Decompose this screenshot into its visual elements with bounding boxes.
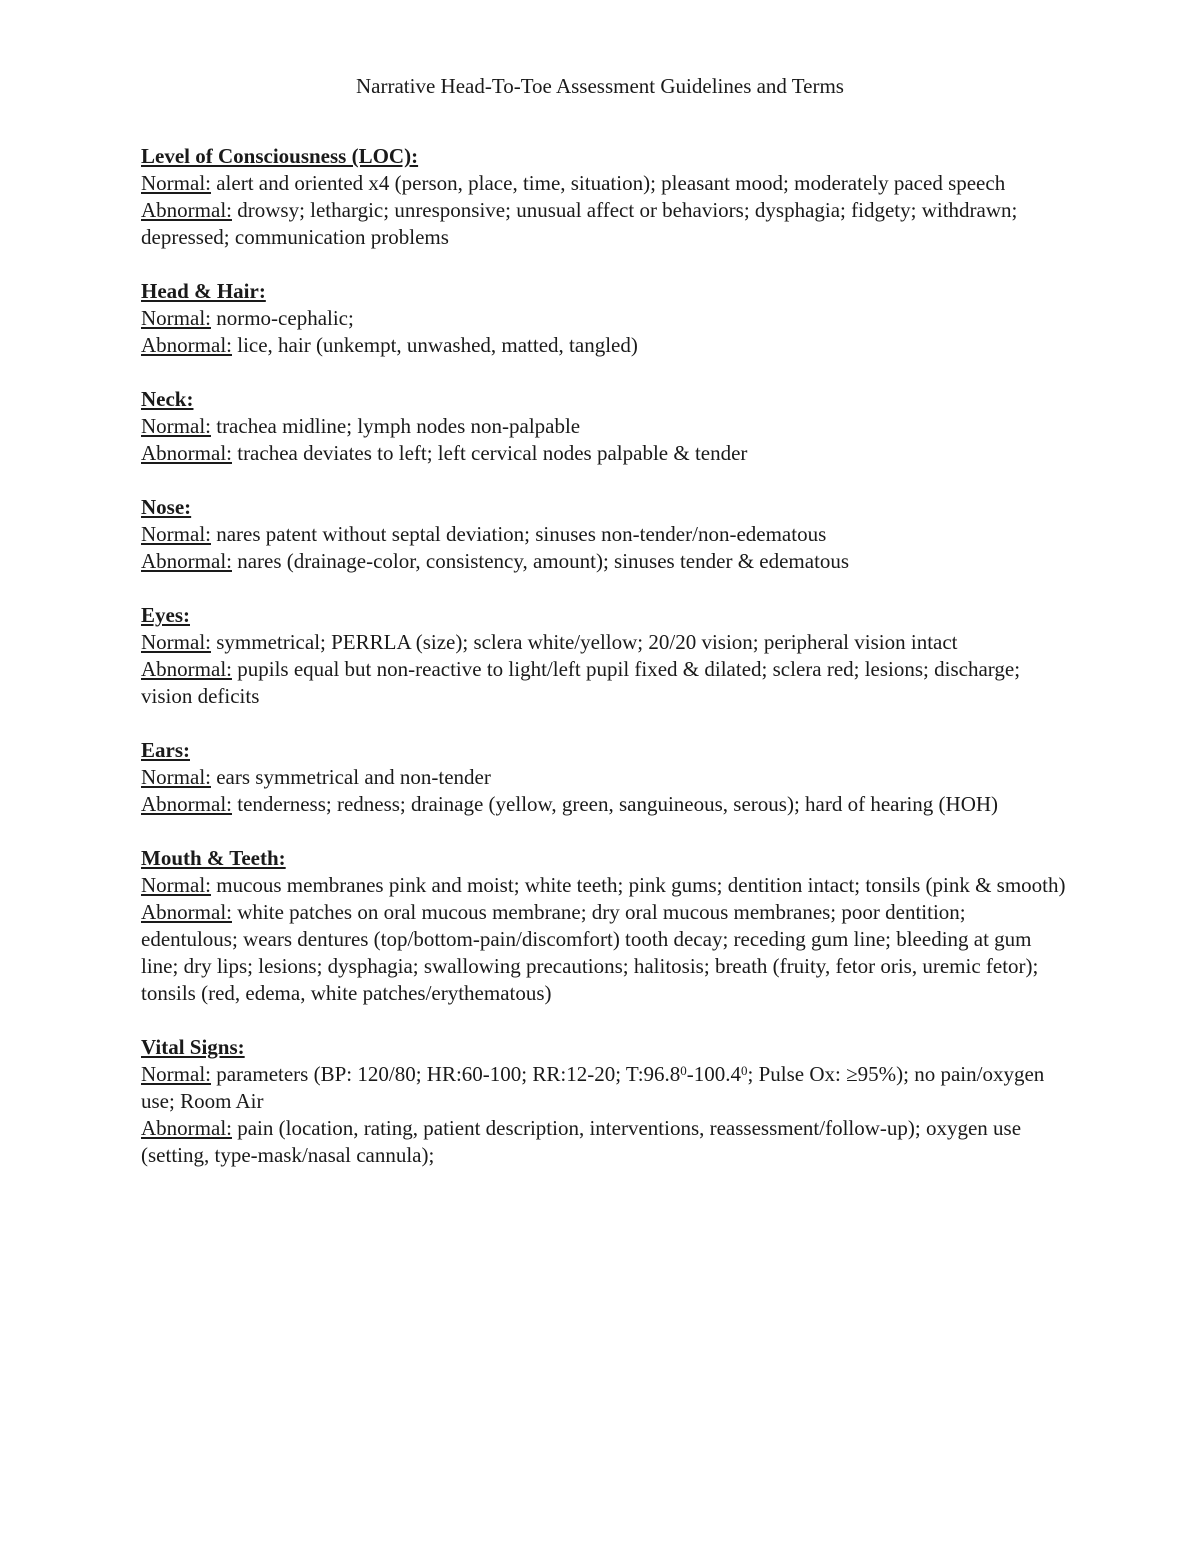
abnormal-text: pupils equal but non-reactive to light/left pupil fixed & dilated; sclera red; lesions; discharge; vision deficits — [141, 657, 1021, 708]
abnormal-findings — [141, 656, 1066, 710]
document-body — [141, 143, 1066, 1196]
abnormal-text: lice, hair (unkempt, unwashed, matted, tangled) — [237, 333, 638, 357]
normal-label: Normal: — [141, 171, 211, 195]
normal-label: Normal: — [141, 765, 211, 789]
normal-findings — [141, 305, 1066, 332]
section-ears — [141, 737, 1066, 818]
normal-findings — [141, 764, 1066, 791]
section-heading: Vital Signs: — [141, 1035, 245, 1059]
abnormal-text: pain (location, rating, patient description, interventions, reassessment/follow-up); oxygen use (setting, type-mask/nasal cannula); — [141, 1116, 1022, 1167]
abnormal-label: Abnormal: — [141, 333, 232, 357]
normal-text-part-a: parameters (BP: 120/80; HR:60-100; RR:12-20; T:96.8 — [216, 1062, 681, 1086]
abnormal-label: Abnormal: — [141, 792, 232, 816]
normal-label: Normal: — [141, 630, 211, 654]
abnormal-text: nares (drainage-color, consistency, amount); sinuses tender & edematous — [237, 549, 850, 573]
abnormal-text: drowsy; lethargic; unresponsive; unusual affect or behaviors; dysphagia; fidgety; withdrawn; depressed; communication problems — [141, 198, 1018, 249]
abnormal-findings — [141, 332, 1066, 359]
normal-findings — [141, 521, 1066, 548]
normal-label: Normal: — [141, 1062, 211, 1086]
normal-text: symmetrical; PERRLA (size); sclera white/yellow; 20/20 vision; peripheral vision intact — [216, 630, 958, 654]
abnormal-text: white patches on oral mucous membrane; dry oral mucous membranes; poor dentition; edentulous; wears dentures (top/bottom-pain/discomfort) tooth decay; receding gum line; bleeding at gum line; dry lips; lesions; dysphagia; swallowing precautions; halitosis; breath (fruity, fetor oris, uremic fetor); tonsils (red, edema, white patches/erythematous) — [141, 900, 1039, 1005]
section-vital-signs — [141, 1034, 1066, 1169]
abnormal-findings — [141, 1115, 1066, 1169]
normal-text: trachea midline; lymph nodes non-palpable — [216, 414, 581, 438]
abnormal-text: tenderness; redness; drainage (yellow, green, sanguineous, serous); hard of hearing (HOH) — [237, 792, 999, 816]
section-heading: Eyes: — [141, 603, 190, 627]
section-heading: Neck: — [141, 387, 194, 411]
section-loc — [141, 143, 1066, 251]
normal-label: Normal: — [141, 306, 211, 330]
section-neck — [141, 386, 1066, 467]
section-mouth-teeth — [141, 845, 1066, 1007]
normal-text: alert and oriented x4 (person, place, time, situation); pleasant mood; moderately paced speech — [216, 171, 1006, 195]
normal-label: Normal: — [141, 414, 211, 438]
normal-label: Normal: — [141, 873, 211, 897]
normal-text: mucous membranes pink and moist; white teeth; pink gums; dentition intact; tonsils (pink & smooth) — [216, 873, 1066, 897]
section-heading: Ears: — [141, 738, 190, 762]
abnormal-label: Abnormal: — [141, 549, 232, 573]
section-nose — [141, 494, 1066, 575]
normal-text: nares patent without septal deviation; sinuses non-tender/non-edematous — [216, 522, 827, 546]
abnormal-text: trachea deviates to left; left cervical nodes palpable & tender — [237, 441, 748, 465]
abnormal-label: Abnormal: — [141, 657, 232, 681]
section-heading: Mouth & Teeth: — [141, 846, 286, 870]
abnormal-findings — [141, 791, 1066, 818]
normal-findings — [141, 872, 1066, 899]
normal-label: Normal: — [141, 522, 211, 546]
section-heading: Level of Consciousness (LOC): — [141, 144, 419, 168]
normal-text-part-b: -100.4 — [686, 1062, 742, 1086]
normal-findings — [141, 629, 1066, 656]
abnormal-findings — [141, 548, 1066, 575]
normal-findings — [141, 1061, 1066, 1115]
degree-superscript: 0 — [680, 1063, 687, 1078]
document-title: Narrative Head-To-Toe Assessment Guidelines and Terms — [356, 74, 844, 98]
abnormal-findings — [141, 440, 1066, 467]
abnormal-findings — [141, 899, 1066, 1007]
abnormal-findings — [141, 197, 1066, 251]
normal-findings — [141, 413, 1066, 440]
normal-text: normo-cephalic; — [216, 306, 354, 330]
abnormal-label: Abnormal: — [141, 900, 232, 924]
abnormal-label: Abnormal: — [141, 198, 232, 222]
section-heading: Nose: — [141, 495, 192, 519]
normal-text-part-c: ; Pulse Ox: ≥95%); no pain/oxygen use; Room Air — [141, 1062, 1045, 1113]
abnormal-label: Abnormal: — [141, 1116, 232, 1140]
abnormal-label: Abnormal: — [141, 441, 232, 465]
section-heading: Head & Hair: — [141, 279, 266, 303]
normal-text: ears symmetrical and non-tender — [216, 765, 491, 789]
degree-superscript: 0 — [741, 1063, 748, 1078]
section-eyes — [141, 602, 1066, 710]
normal-findings — [141, 170, 1066, 197]
section-head-hair — [141, 278, 1066, 359]
